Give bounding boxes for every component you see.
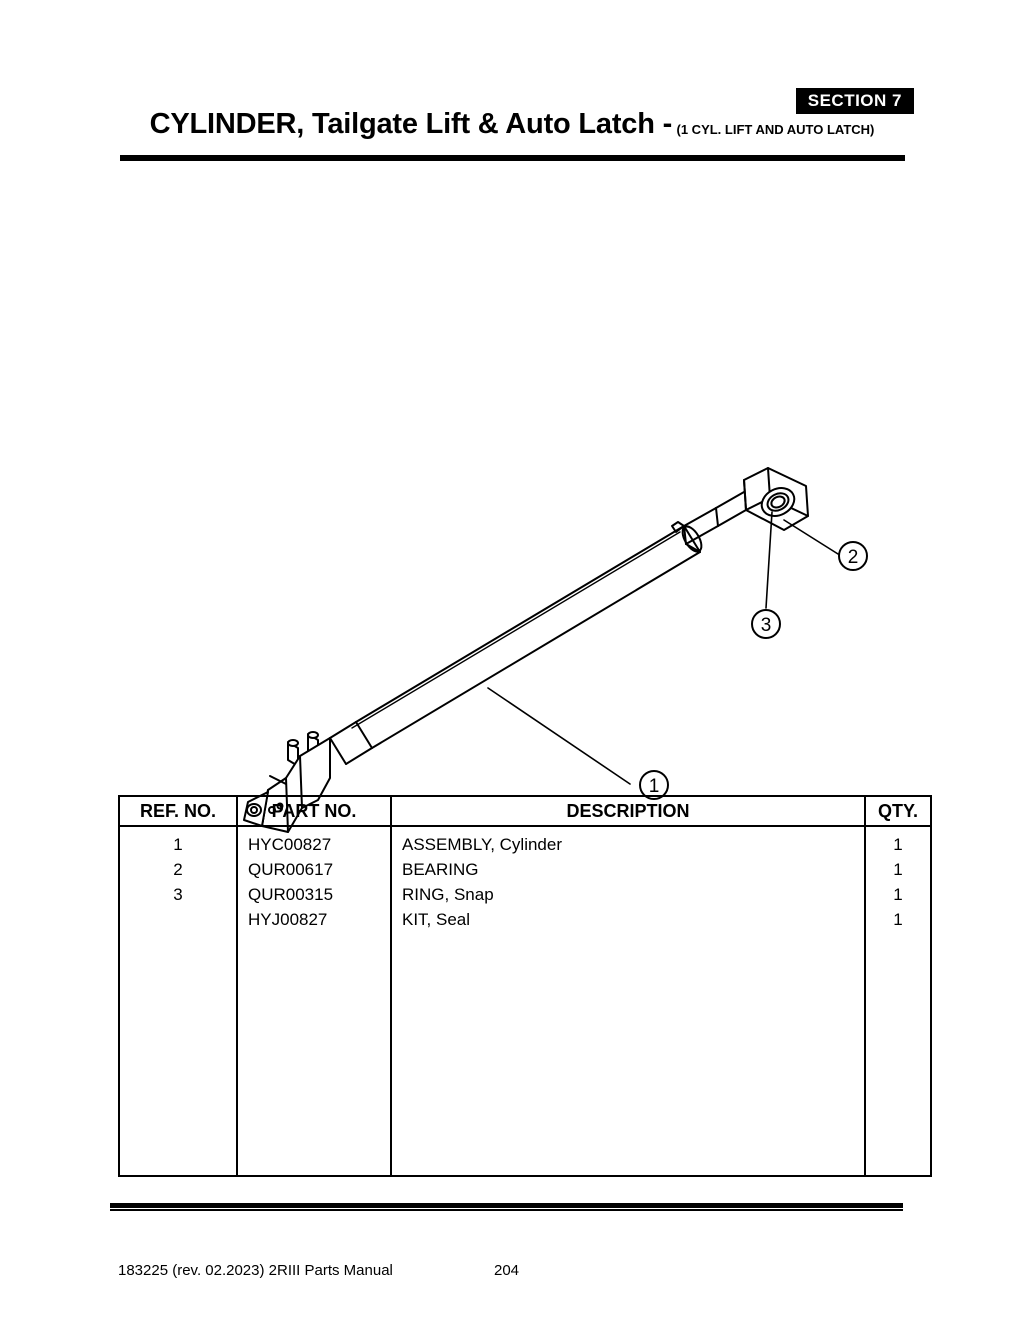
- column-header-part: PART NO.: [237, 796, 391, 826]
- ref-value: [120, 907, 236, 932]
- part-number: HYJ00827: [248, 910, 328, 929]
- section-badge: SECTION 7: [796, 88, 914, 114]
- svg-text:1: 1: [648, 776, 660, 797]
- callout-2: [839, 542, 867, 570]
- callout-3: [752, 610, 780, 638]
- parts-table: [118, 795, 932, 1177]
- table-body-row: [119, 826, 931, 1176]
- column-header-qty: QTY.: [865, 796, 931, 826]
- ref-value: 1: [173, 835, 183, 854]
- part-description: KIT, Seal: [402, 910, 471, 929]
- page-title-main: CYLINDER, Tailgate Lift & Auto Latch -: [149, 108, 673, 140]
- part-qty: 1: [893, 835, 903, 854]
- part-number: QUR00315: [248, 885, 334, 904]
- part-qty: 1: [893, 910, 903, 929]
- footer-document-info: 183225 (rev. 02.2023) 2RIII Parts Manual: [118, 1262, 393, 1279]
- part-column-cells: [237, 826, 391, 1176]
- column-header-ref: REF. NO.: [119, 796, 237, 826]
- part-number: HYC00827: [248, 835, 332, 854]
- part-description: BEARING: [402, 860, 479, 879]
- table-header-row: [119, 796, 931, 826]
- ref-column-cells: [119, 826, 237, 1176]
- svg-text:3: 3: [760, 615, 772, 636]
- qty-column-cells: [865, 826, 931, 1176]
- description-column-cells: [391, 826, 865, 1176]
- header-divider: [120, 155, 905, 161]
- svg-text:2: 2: [847, 547, 859, 568]
- part-qty: 1: [893, 885, 903, 904]
- footer-divider-thin: [110, 1209, 903, 1211]
- ref-value: 3: [173, 885, 183, 904]
- page-title: [0, 108, 1024, 141]
- cylinder-assembly-illustration: [0, 180, 1024, 797]
- footer-page-number: 204: [494, 1262, 520, 1279]
- part-description: ASSEMBLY, Cylinder: [402, 835, 562, 854]
- page-title-subtitle: (1 CYL. LIFT AND AUTO LATCH): [676, 122, 875, 137]
- column-header-description: DESCRIPTION: [391, 796, 865, 826]
- part-qty: 1: [893, 860, 903, 879]
- footer-divider-thick: [110, 1203, 903, 1208]
- ref-value: 2: [173, 860, 183, 879]
- part-description: RING, Snap: [402, 885, 494, 904]
- part-number: QUR00617: [248, 860, 334, 879]
